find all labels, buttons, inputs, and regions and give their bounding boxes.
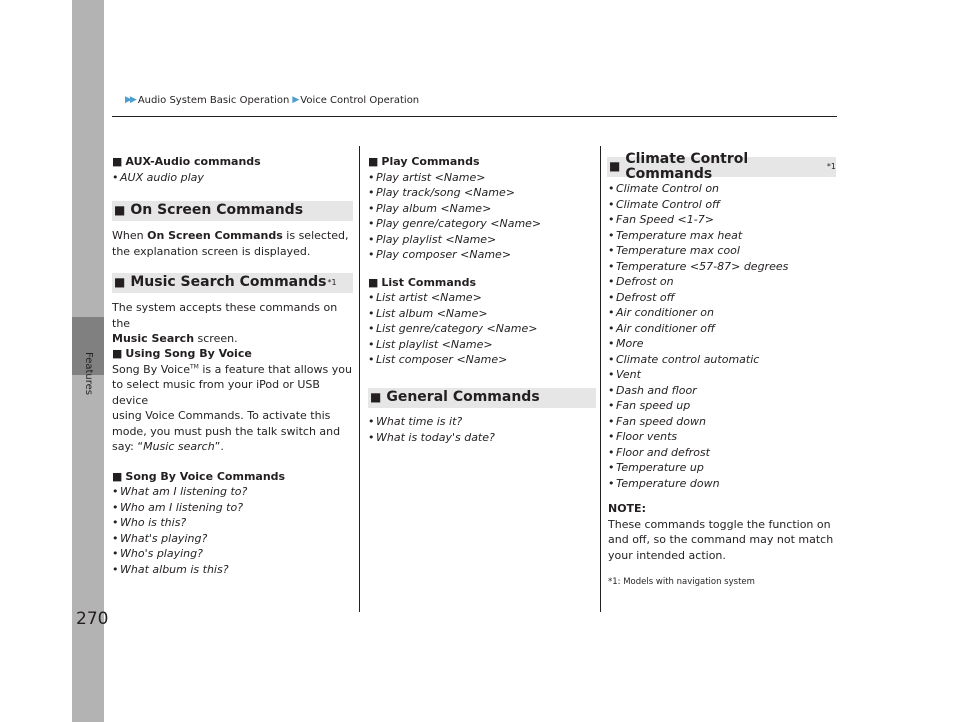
climate-control-commands-box: ■ Climate Control Commands *1: [609, 150, 836, 182]
square-bullet-icon: ■: [368, 155, 379, 168]
list-item: • Who's playing?: [112, 546, 352, 562]
list-item: • What's playing?: [112, 531, 352, 547]
breadcrumb-item[interactable]: Audio System Basic Operation: [137, 95, 290, 106]
column-1: [112, 154, 352, 185]
list-item: • Who am I listening to?: [112, 500, 352, 516]
list-item: • What album is this?: [112, 562, 352, 578]
list-item: • Defrost off: [608, 290, 836, 306]
song-voice-line: using Voice Commands. To activate this: [112, 409, 331, 422]
song-voice-line: mode, you must push the talk switch and: [112, 424, 341, 438]
list-item: • Temperature <57-87> degrees: [608, 259, 836, 275]
list-item: • Temperature down: [608, 476, 836, 492]
list-item: • Air conditioner on: [608, 305, 836, 321]
page-number: 270: [76, 609, 109, 629]
footnote: *1: Models with navigation system: [608, 577, 755, 587]
list-item: • Climate Control off: [608, 197, 836, 213]
breadcrumb-arrow-icon: ▶▶: [125, 95, 135, 105]
climate-list: [608, 181, 836, 491]
song-by-voice-section: [112, 346, 352, 577]
list-item: • Fan Speed <1-7>: [608, 212, 836, 228]
breadcrumb-arrow-icon: ▶: [292, 95, 298, 105]
breadcrumb-item[interactable]: Voice Control Operation: [300, 95, 420, 106]
square-bullet-icon: ■: [112, 469, 123, 483]
list-item: • Play genre/category <Name>: [368, 216, 596, 232]
list-item: • Temperature max heat: [608, 228, 836, 244]
list-item: • What time is it?: [368, 414, 596, 430]
list-item: • Vent: [608, 367, 836, 383]
list-item: • Fan speed down: [608, 414, 836, 430]
square-bullet-icon: ■: [609, 159, 621, 174]
list-item: • Temperature max cool: [608, 243, 836, 259]
list-item: • List artist <Name>: [368, 290, 596, 306]
list-item: • Defrost on: [608, 274, 836, 290]
song-voice-text: Song By Voice™ is a feature that allows you: [112, 362, 352, 376]
on-screen-text: When On Screen Commands is selected, the explanation screen is displayed.: [112, 229, 349, 258]
list-item: • List genre/category <Name>: [368, 321, 596, 337]
column-divider: [600, 146, 601, 612]
general-commands-box: ■ General Commands: [368, 388, 596, 408]
sidebar-label: Features: [83, 352, 94, 395]
aux-heading: ■ AUX-Audio commands: [112, 155, 261, 168]
play-list: [368, 170, 596, 263]
note-line: and off, so the command may not match: [608, 533, 834, 546]
list-heading: ■ List Commands: [368, 275, 477, 289]
list-item: • Play track/song <Name>: [368, 185, 596, 201]
list-item: • Play playlist <Name>: [368, 232, 596, 248]
play-heading: ■ Play Commands: [368, 155, 480, 168]
music-search-commands-box: ■ Music Search Commands *1: [112, 273, 353, 293]
note-line: your intended action.: [608, 548, 726, 562]
note-line: These commands toggle the function on: [608, 517, 831, 531]
breadcrumb: [125, 93, 419, 109]
square-bullet-icon: ■: [114, 275, 126, 290]
header-rule: [112, 116, 837, 117]
list-item: • What am I listening to?: [112, 484, 352, 500]
general-list: [368, 414, 596, 445]
square-bullet-icon: ■: [112, 347, 123, 360]
list-item: • Dash and floor: [608, 383, 836, 399]
song-voice-line: to select music from your iPod or USB device: [112, 378, 320, 407]
square-bullet-icon: ■: [368, 275, 379, 289]
sbv-commands-heading: ■ Song By Voice Commands: [112, 469, 286, 483]
list-item: • Floor and defrost: [608, 445, 836, 461]
list-item: • Climate control automatic: [608, 352, 836, 368]
square-bullet-icon: ■: [370, 390, 382, 405]
list-commands-list: [368, 290, 596, 368]
aux-list: [112, 170, 352, 186]
list-item: • List composer <Name>: [368, 352, 596, 368]
list-item: • Fan speed up: [608, 398, 836, 414]
list-item: • Floor vents: [608, 429, 836, 445]
sbv-list: [112, 484, 352, 577]
square-bullet-icon: ■: [112, 155, 123, 168]
column-3: [368, 154, 596, 368]
column-4: [608, 181, 836, 591]
list-item: • Climate Control on: [608, 181, 836, 197]
list-item: • Play composer <Name>: [368, 247, 596, 263]
square-bullet-icon: ■: [114, 203, 126, 218]
list-item: • Play album <Name>: [368, 201, 596, 217]
song-voice-heading: ■ Using Song By Voice: [112, 347, 252, 360]
song-voice-say: say: “Music search”.: [112, 440, 224, 453]
list-item: • AUX audio play: [112, 170, 352, 186]
list-item: • More: [608, 336, 836, 352]
list-item: • Play artist <Name>: [368, 170, 596, 186]
list-item: • What is today's date?: [368, 430, 596, 446]
on-screen-commands-box: ■ On Screen Commands: [112, 201, 353, 221]
list-item: • List playlist <Name>: [368, 337, 596, 353]
note-heading: NOTE:: [608, 502, 646, 515]
list-item: • Air conditioner off: [608, 321, 836, 337]
list-item: • Who is this?: [112, 515, 352, 531]
music-search-text: The system accepts these commands on the Music Search screen.: [112, 301, 338, 345]
list-item: • List album <Name>: [368, 306, 596, 322]
column-divider: [359, 146, 360, 612]
list-item: • Temperature up: [608, 460, 836, 476]
